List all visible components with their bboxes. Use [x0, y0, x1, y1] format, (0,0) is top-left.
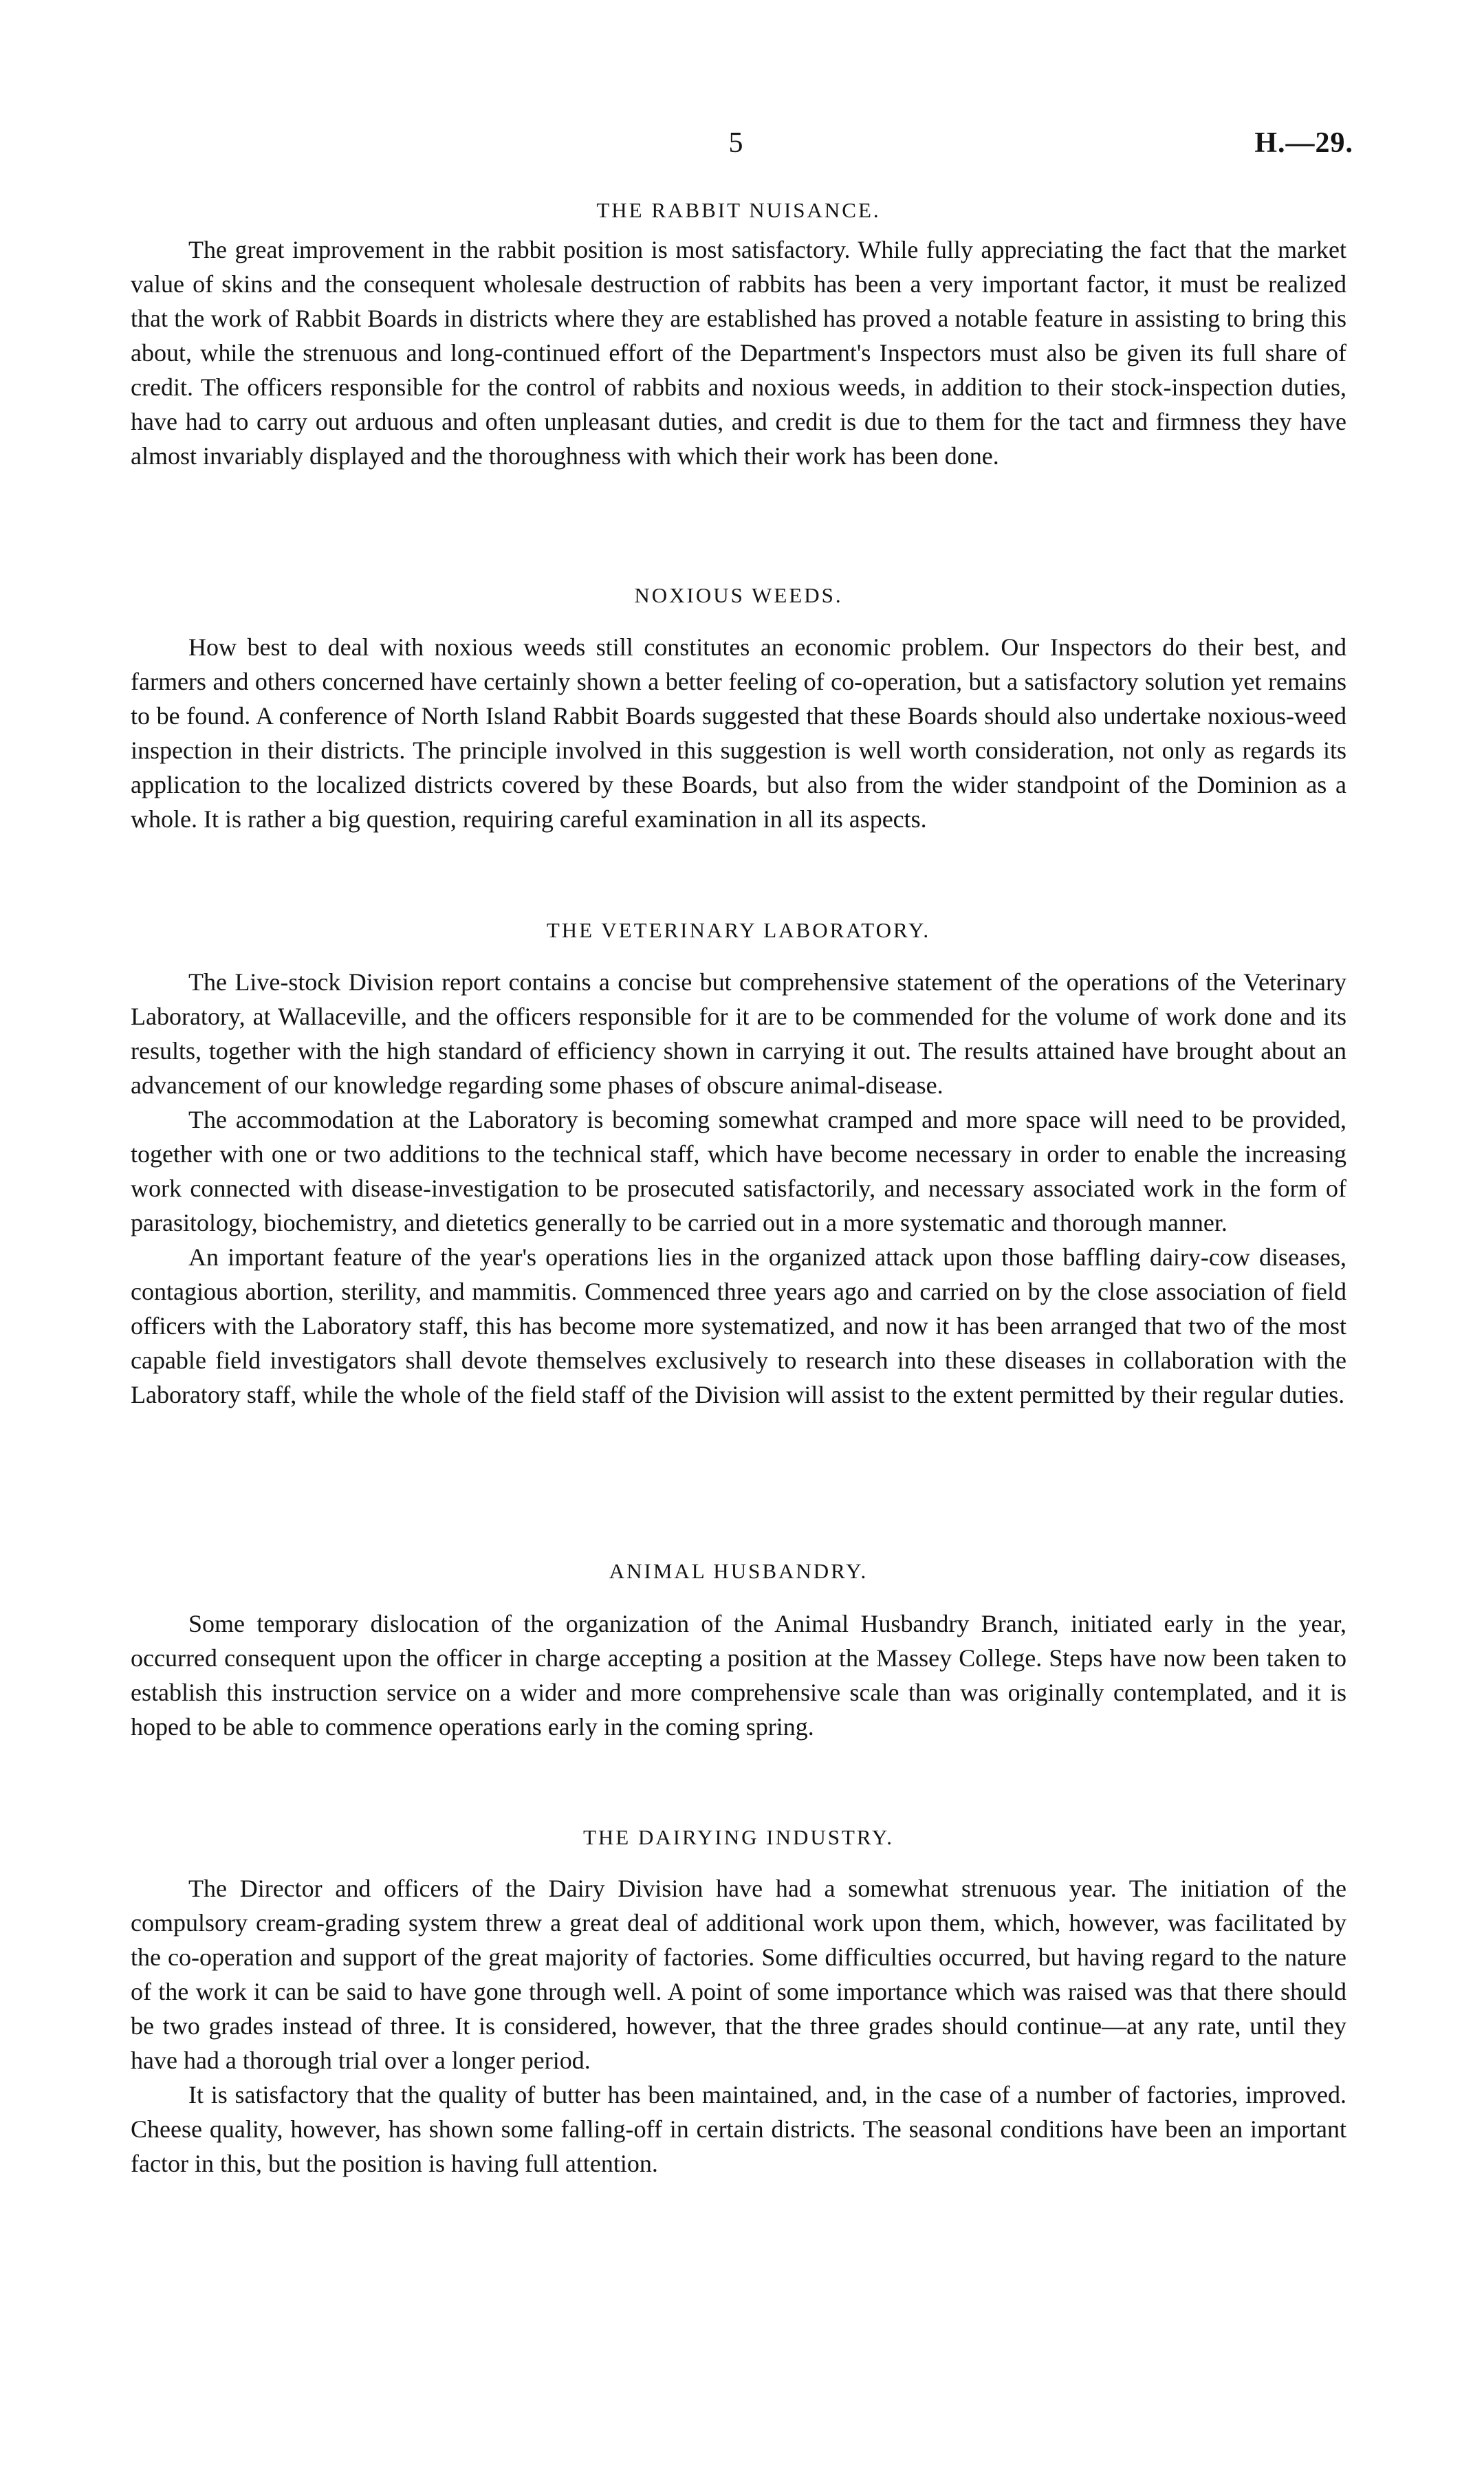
- section-body-rabbit-nuisance: [131, 232, 1346, 473]
- paragraph: The great improvement in the rabbit position is most satisfactory. While fully appreciating the fact that the market value of skins and the consequent wholesale destruction of rabbits has been a very important factor, it must be realized that the work of Rabbit Boards in districts where they are established has proved a notable feature in assisting to bring this about, while the strenuous and long-continued effort of the Department's Inspectors must also be given its full share of credit. The officers responsible for the control of rabbits and noxious weeds, in addition to their stock-inspection duties, have had to carry out arduous and often unpleasant duties, and credit is due to them for the tact and firmness they have almost invariably displayed and the thoroughness with which their work has been done.: [131, 236, 1346, 470]
- section-title-animal-husbandry: ANIMAL HUSBANDRY.: [609, 1559, 869, 1583]
- paragraph: The Director and officers of the Dairy Division have had a somewhat strenuous year. The initiation of the compulsory cream-grading system threw a great deal of additional work upon them, which, however, was facilitated by the co-operation and support of the great majority of factories. Some difficulties occurred, but having regard to the nature of the work it can be said to have gone through well. A point of some importance which was raised was that there should be two grades instead of three. It is considered, however, that the three grades should continue—at any rate, until they have had a thorough trial over a longer period.: [131, 1875, 1346, 2074]
- section-title-dairying-industry: THE DAIRYING INDUSTRY.: [582, 1825, 895, 1849]
- paragraph: Some temporary dislocation of the organization of the Animal Husbandry Branch, initiated early in the year, occurred consequent upon the officer in charge accepting a position at the Massey College. Steps have now been taken to establish this instruction service on a wider and more comprehensive scale than was originally contemplated, and it is hoped to be able to commence operations early in the coming spring.: [131, 1610, 1346, 1741]
- section-title-noxious-weeds: NOXIOUS WEEDS.: [634, 583, 843, 607]
- paragraph: How best to deal with noxious weeds still constitutes an economic problem. Our Inspectors do their best, and farmers and others concerned have certainly shown a better feeling of co-operation, but a satisfactory solution yet remains to be found. A conference of North Island Rabbit Boards suggested that these Boards should also undertake noxious-weed inspection in their districts. The principle involved in this suggestion is well worth consideration, not only as regards its application to the localized districts covered by these Boards, but also from the wider standpoint of the Dominion as a whole. It is rather a big question, requiring careful examination in all its aspects.: [131, 633, 1346, 833]
- section-body-veterinary-laboratory: [131, 965, 1346, 1412]
- section-body-animal-husbandry: [131, 1606, 1346, 1744]
- section-body-dairying-industry: [131, 1871, 1346, 2181]
- paper-reference: H.—29.: [1254, 127, 1353, 159]
- paragraph: The Live-stock Division report contains a concise but comprehensive statement of the operations of the Veterinary Laboratory, at Wallaceville, and the officers responsible for it are to be commended for the volume of work done and its results, together with the high standard of efficiency shown in carrying it out. The results attained have brought about an advancement of our knowledge regarding some phases of obscure animal-disease.: [131, 968, 1346, 1099]
- section-body-noxious-weeds: [131, 630, 1346, 836]
- page-header: [0, 127, 1484, 168]
- section-title-veterinary-laboratory: THE VETERINARY LABORATORY.: [546, 918, 931, 942]
- paragraph: It is satisfactory that the quality of butter has been maintained, and, in the case of a number of factories, improved. Cheese quality, however, has shown some falling-off in certain districts. The seasonal conditions have been an important factor in this, but the position is having full attention.: [131, 2081, 1346, 2177]
- paragraph: An important feature of the year's operations lies in the organized attack upon those baffling dairy-cow diseases, contagious abortion, sterility, and mammitis. Commenced three years ago and carried on by the close association of field officers with the Laboratory staff, this has become more systematized, and now it has been arranged that two of the most capable field investigators shall devote themselves exclusively to research into these diseases in collaboration with the Laboratory staff, while the whole of the field staff of the Division will assist to the extent permitted by their regular duties.: [131, 1243, 1346, 1408]
- paragraph: The accommodation at the Laboratory is becoming somewhat cramped and more space will need to be provided, together with one or two additions to the technical staff, which have become necessary in order to enable the increasing work connected with disease-investigation to be prosecuted satisfactorily, and necessary associated work in the form of parasitology, biochemistry, and dietetics generally to be carried out in a more systematic and thorough manner.: [131, 1106, 1346, 1236]
- section-title-rabbit-nuisance: THE RABBIT NUISANCE.: [596, 198, 881, 222]
- page-number: 5: [728, 127, 743, 159]
